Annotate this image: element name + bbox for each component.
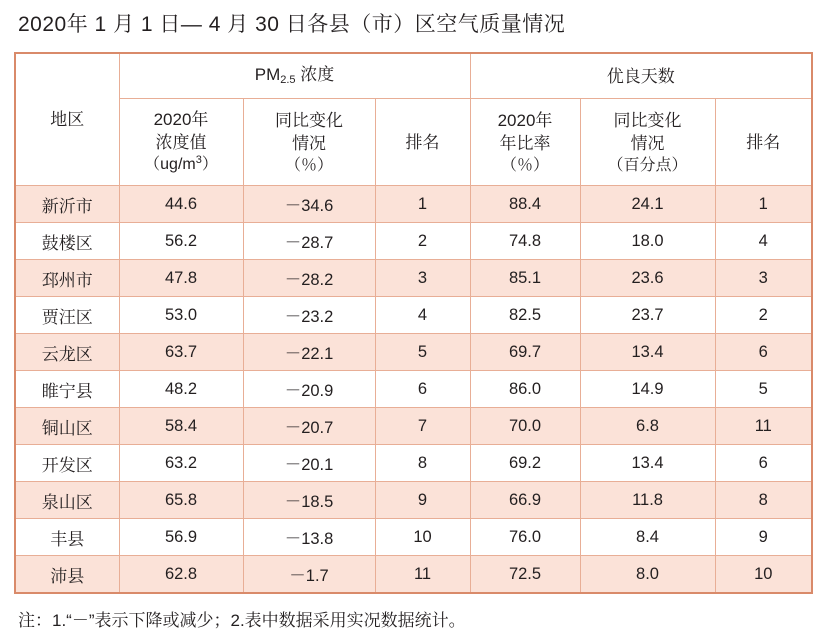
table-row (15, 371, 812, 408)
header-line-3: （％） (501, 156, 550, 174)
cell-pm25-value: 44.6 (119, 186, 243, 223)
cell-days-change: 6.8 (580, 408, 715, 445)
cell-days-rate: 69.7 (470, 334, 580, 371)
header-pm25-tail: 浓度 (295, 65, 335, 84)
cell-pm25-change: －34.6 (243, 186, 375, 223)
cell-pm25-change: －18.5 (243, 482, 375, 519)
cell-days-rank: 10 (715, 556, 812, 594)
cell-days-rate: 72.5 (470, 556, 580, 594)
table-row (15, 408, 812, 445)
cell-region: 丰县 (15, 519, 119, 556)
cell-pm25-change: －13.8 (243, 519, 375, 556)
cell-pm25-change: －20.1 (243, 445, 375, 482)
table-row (15, 556, 812, 594)
header-group-row (15, 53, 812, 99)
header-line-1: 同比变化 (275, 110, 343, 130)
cell-region: 鼓楼区 (15, 223, 119, 260)
cell-pm25-rank: 10 (375, 519, 470, 556)
cell-pm25-rank: 3 (375, 260, 470, 297)
cell-pm25-value: 58.4 (119, 408, 243, 445)
cell-days-rate: 76.0 (470, 519, 580, 556)
header-days-rate (470, 99, 580, 186)
cell-days-rank: 2 (715, 297, 812, 334)
header-group-good-days: 优良天数 (470, 53, 812, 99)
header-pm25-value (119, 99, 243, 186)
cell-pm25-rank: 7 (375, 408, 470, 445)
cell-days-rank: 3 (715, 260, 812, 297)
air-quality-table (14, 52, 813, 594)
cell-days-rank: 11 (715, 408, 812, 445)
cell-pm25-rank: 11 (375, 556, 470, 594)
header-days-rank: 排名 (715, 99, 812, 186)
header-pm25-main: PM (254, 65, 281, 84)
cell-days-rank: 6 (715, 445, 812, 482)
table-header (15, 53, 812, 186)
cell-region: 泉山区 (15, 482, 119, 519)
header-region: 地区 (15, 53, 119, 186)
cell-days-rate: 85.1 (470, 260, 580, 297)
cell-days-rate: 66.9 (470, 482, 580, 519)
cell-pm25-change: －20.7 (243, 408, 375, 445)
cell-days-change: 8.4 (580, 519, 715, 556)
cell-pm25-value: 62.8 (119, 556, 243, 594)
cell-pm25-change: －28.2 (243, 260, 375, 297)
cell-days-rank: 1 (715, 186, 812, 223)
header-pm25-sub: 2.5 (280, 74, 296, 86)
header-line-1: 同比变化 (613, 110, 682, 130)
table-row (15, 519, 812, 556)
cell-days-rate: 88.4 (470, 186, 580, 223)
header-line-2: 年比率 (499, 133, 551, 153)
cell-region: 铜山区 (15, 408, 119, 445)
table-note: 注：1.“－”表示下降或减少；2.表中数据采用实况数据统计。 (18, 611, 466, 630)
cell-pm25-value: 63.7 (119, 334, 243, 371)
table-body (15, 186, 812, 594)
header-unit-sup: 3 (195, 153, 202, 166)
table-row (15, 482, 812, 519)
cell-days-rank: 5 (715, 371, 812, 408)
cell-pm25-rank: 1 (375, 186, 470, 223)
cell-pm25-change: －23.2 (243, 297, 375, 334)
header-line-3: （百分点） (607, 156, 688, 174)
header-days-change (580, 99, 715, 186)
cell-days-rate: 86.0 (470, 371, 580, 408)
header-line-1: 2020年 (153, 109, 209, 129)
header-pm25-change (243, 99, 375, 186)
cell-days-change: 11.8 (580, 482, 715, 519)
cell-pm25-value: 48.2 (119, 371, 243, 408)
cell-region: 云龙区 (15, 334, 119, 371)
cell-pm25-value: 47.8 (119, 260, 243, 297)
cell-pm25-change: －20.9 (243, 371, 375, 408)
cell-pm25-value: 65.8 (119, 482, 243, 519)
cell-region: 沛县 (15, 556, 119, 594)
page-title: 2020年 1 月 1 日— 4 月 30 日各县（市）区空气质量情况 (18, 13, 566, 36)
header-pm25-rank: 排名 (375, 99, 470, 186)
cell-region: 邳州市 (15, 260, 119, 297)
cell-pm25-rank: 2 (375, 223, 470, 260)
table-row (15, 223, 812, 260)
cell-days-rate: 69.2 (470, 445, 580, 482)
cell-region: 睢宁县 (15, 371, 119, 408)
cell-pm25-change: －1.7 (243, 556, 375, 594)
cell-days-rank: 4 (715, 223, 812, 260)
header-line-1: 2020年 (497, 110, 553, 130)
header-group-pm25 (119, 53, 470, 99)
cell-days-change: 14.9 (580, 371, 715, 408)
cell-pm25-rank: 4 (375, 297, 470, 334)
cell-pm25-change: －28.7 (243, 223, 375, 260)
table-row (15, 260, 812, 297)
cell-pm25-rank: 8 (375, 445, 470, 482)
cell-pm25-rank: 5 (375, 334, 470, 371)
header-unit-main: （ug/m (144, 155, 196, 173)
cell-days-change: 23.6 (580, 260, 715, 297)
cell-days-rank: 6 (715, 334, 812, 371)
cell-days-change: 13.4 (580, 334, 715, 371)
cell-days-rate: 82.5 (470, 297, 580, 334)
cell-days-change: 18.0 (580, 223, 715, 260)
header-line-3 (122, 154, 241, 177)
table-row (15, 297, 812, 334)
table-row (15, 186, 812, 223)
cell-days-rate: 70.0 (470, 408, 580, 445)
cell-region: 贾汪区 (15, 297, 119, 334)
cell-days-change: 24.1 (580, 186, 715, 223)
cell-pm25-value: 56.2 (119, 223, 243, 260)
cell-days-change: 13.4 (580, 445, 715, 482)
cell-region: 开发区 (15, 445, 119, 482)
header-line-3: （％） (284, 156, 333, 174)
table-row (15, 334, 812, 371)
cell-pm25-value: 56.9 (119, 519, 243, 556)
cell-days-change: 8.0 (580, 556, 715, 594)
cell-days-change: 23.7 (580, 297, 715, 334)
cell-pm25-rank: 6 (375, 371, 470, 408)
header-line-2: 情况 (292, 133, 326, 153)
header-sub-row (15, 99, 812, 186)
cell-pm25-value: 53.0 (119, 297, 243, 334)
cell-pm25-change: －22.1 (243, 334, 375, 371)
cell-days-rank: 9 (715, 519, 812, 556)
cell-days-rank: 8 (715, 482, 812, 519)
cell-region: 新沂市 (15, 186, 119, 223)
table-row (15, 445, 812, 482)
cell-pm25-value: 63.2 (119, 445, 243, 482)
header-line-2: 浓度值 (155, 132, 207, 152)
header-line-2: 情况 (630, 133, 665, 153)
header-unit-tail: ） (201, 155, 218, 173)
cell-days-rate: 74.8 (470, 223, 580, 260)
cell-pm25-rank: 9 (375, 482, 470, 519)
